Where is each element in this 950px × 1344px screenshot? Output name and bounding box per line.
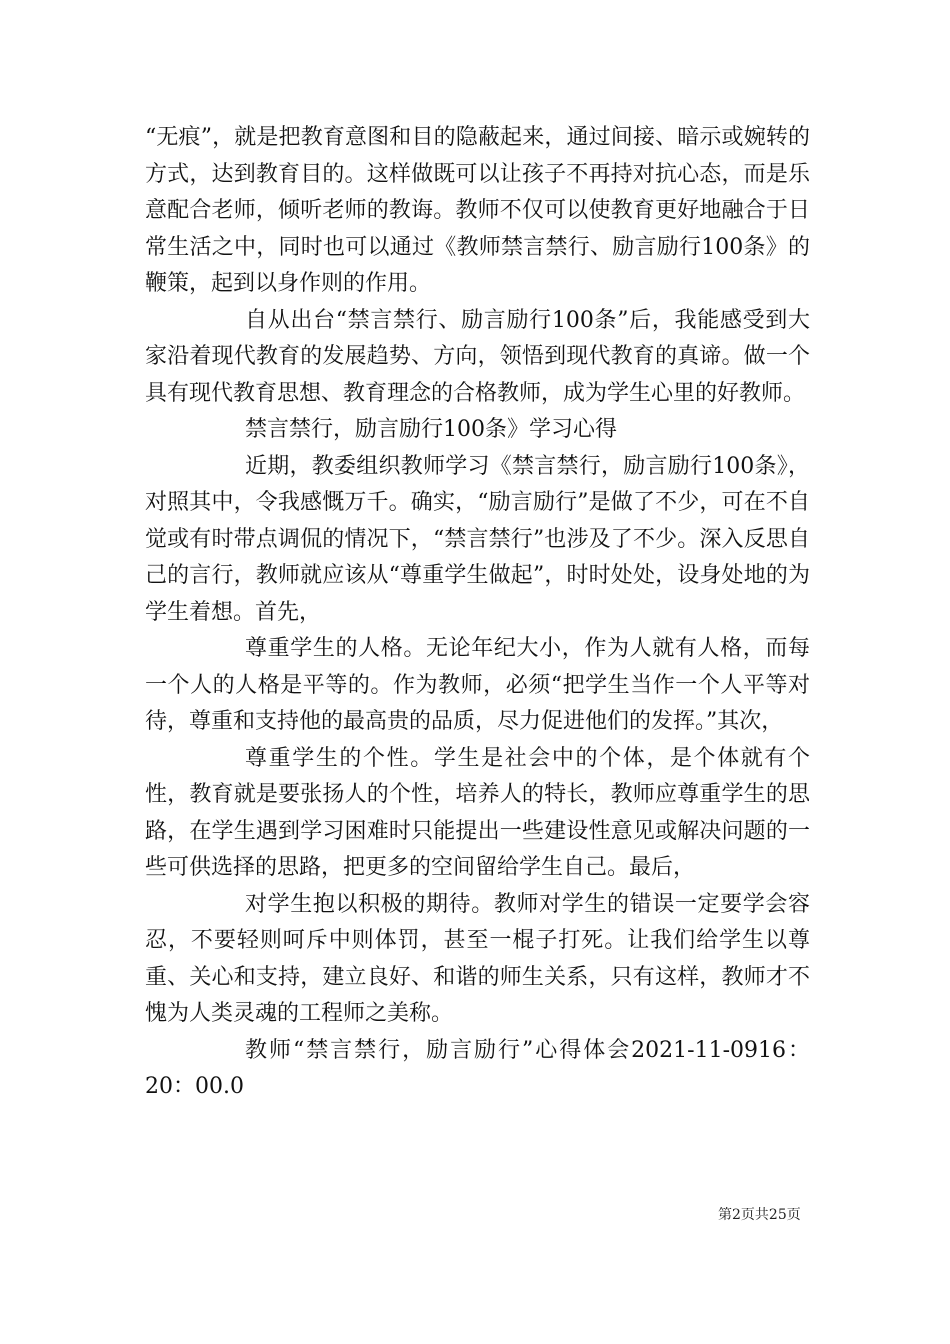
paragraph-4: 尊重学生的人格。无论年纪大小，作为人就有人格，而每一个人的人格是平等的。作为教师，必须“把学生当作一个人平等对待，尊重和支持他的最高贵的品质，尽力促进他们的发挥。”其次， xyxy=(145,636,810,734)
page-number: 第2页共25页 xyxy=(718,1207,801,1223)
paragraph-5: 尊重学生的个性。学生是社会中的个体，是个体就有个性，教育就是要张扬人的个性，培养人的特长，教师应尊重学生的思路，在学生遇到学习困难时只能提出一些建设性意见或解决问题的一些可供选择的思路，把更多的空间留给学生自己。最后， xyxy=(145,745,810,880)
paragraph-3: 近期，教委组织教师学习《禁言禁行，励言励行100条》，对照其中，令我感慨万千。确实，“励言励行”是做了不少，可在不自觉或有时带点调侃的情况下，“禁言禁行”也涉及了不少。深入反思自己的言行，教师就应该从“尊重学生做起”，时时处处，设身处地的为学生着想。首先， xyxy=(145,453,810,625)
section-heading: 禁言禁行，励言励行100条》学习心得 xyxy=(245,417,617,442)
paragraph-6: 对学生抱以积极的期待。教师对学生的错误一定要学会容忍，不要轻则呵斥中则体罚，甚至一棍子打死。让我们给学生以尊重、关心和支持，建立良好、和谐的师生关系，只有这样，教师才不愧为人类灵魂的工程师之美称。 xyxy=(145,891,810,1026)
paragraph-1: “无痕”，就是把教育意图和目的隐蔽起来，通过间接、暗示或婉转的方式，达到教育目的。这样做既可以让孩子不再持对抗心态，而是乐意配合老师，倾听老师的教诲。教师不仅可以使教育更好地融合于日常生活之中，同时也可以通过《教师禁言禁行、励言励行100条》的鞭策，起到以身作则的作用。 xyxy=(145,125,810,296)
body-text xyxy=(145,120,810,1106)
paragraph-7: 教师“禁言禁行，励言励行”心得体会2021-11-0916：20：00.0 xyxy=(145,1037,810,1099)
paragraph-2: 自从出台“禁言禁行、励言励行100条”后，我能感受到大家沿着现代教育的发展趋势、方向，领悟到现代教育的真谛。做一个具有现代教育思想、教育理念的合格教师，成为学生心里的好教师。 xyxy=(145,307,810,406)
